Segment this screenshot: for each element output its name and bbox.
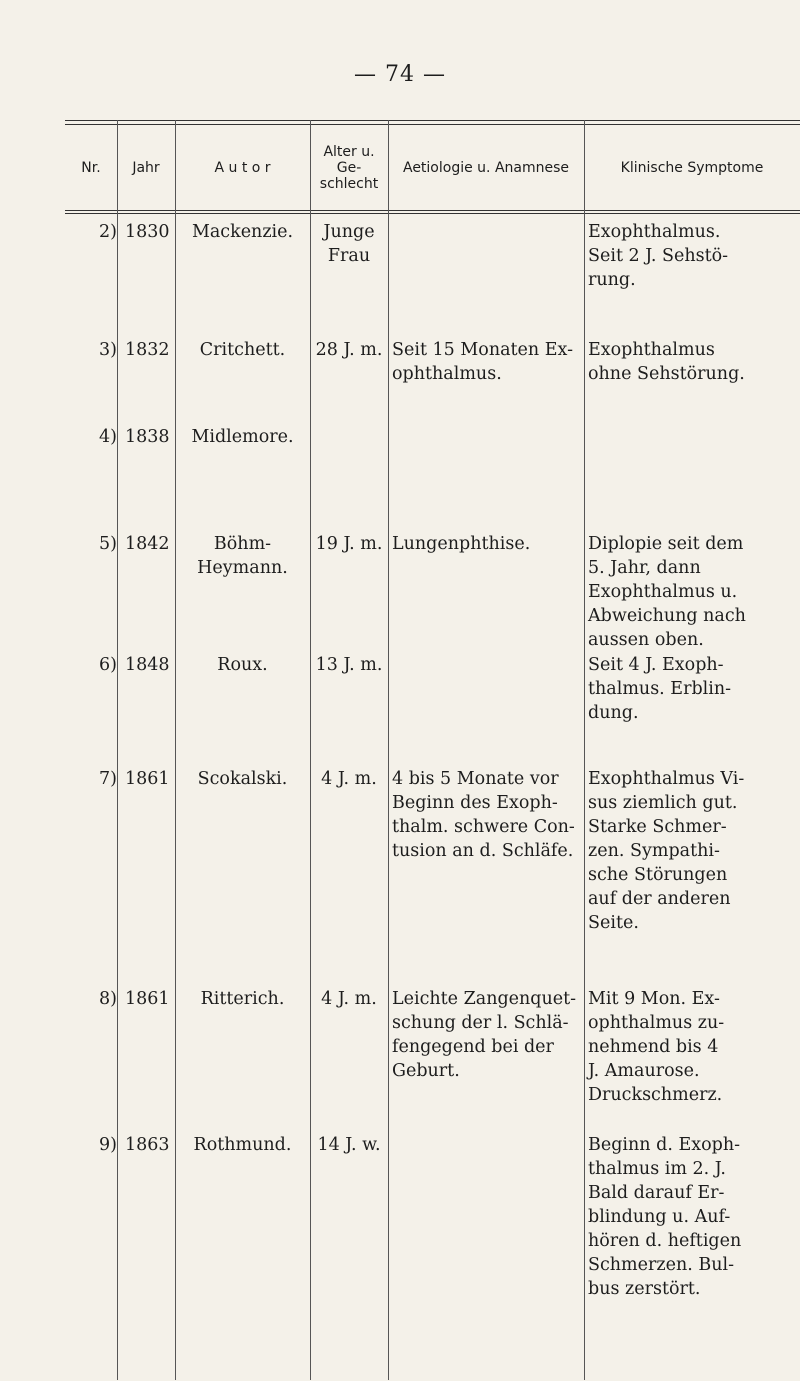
cell-nr: 2): [99, 222, 117, 242]
cell-jahr: 1861: [125, 989, 170, 1009]
cell-alter: 28 J. m.: [315, 340, 383, 360]
cell-jahr: 1832: [125, 340, 170, 360]
cell-alter: 4 J. m.: [321, 989, 377, 1009]
cell-nr: 4): [99, 427, 117, 447]
cell-nr: 8): [99, 989, 117, 1009]
header-nr: Nr.: [81, 160, 101, 176]
cell-alter: 13 J. m.: [315, 655, 383, 675]
cell-autor: Critchett.: [199, 340, 286, 360]
header-alter: Alter u. Ge- schlecht: [319, 144, 379, 192]
cell-autor: Midlemore.: [191, 427, 294, 447]
cell-autor: Rothmund.: [193, 1135, 292, 1155]
header-aetiologie: Aetiologie u. Anamnese: [402, 160, 570, 176]
column-divider: [388, 120, 389, 1380]
cell-jahr: 1842: [125, 534, 170, 554]
column-divider: [584, 120, 585, 1380]
cell-autor: Scokalski.: [197, 769, 288, 789]
cell-autor: Ritterich.: [200, 989, 285, 1009]
cell-jahr: 1861: [125, 769, 170, 789]
cell-alter: Junge Frau: [323, 222, 375, 266]
cell-symptome: Exophthalmus ohne Sehstörung.: [588, 340, 745, 384]
cell-symptome: Seit 4 J. Exoph- thalmus. Erblin- dung.: [588, 655, 732, 723]
cell-autor: Mackenzie.: [191, 222, 294, 242]
data-table: [65, 120, 800, 1380]
column-divider: [175, 120, 176, 1380]
cell-jahr: 1848: [125, 655, 170, 675]
cell-alter: 14 J. w.: [317, 1135, 381, 1155]
cell-nr: 3): [99, 340, 117, 360]
page-number: — 74 —: [354, 62, 446, 87]
column-divider: [310, 120, 311, 1380]
cell-symptome: Beginn d. Exoph- thalmus im 2. J. Bald darauf Er- blindung u. Auf- hören d. heftigen Schmerzen. Bul- bus zerstört.: [588, 1135, 742, 1299]
header-jahr: Jahr: [132, 160, 160, 176]
cell-aetiologie: 4 bis 5 Monate vor Beginn des Exoph- thalm. schwere Con- tusion an d. Schläfe.: [392, 769, 575, 861]
cell-alter: 4 J. m.: [321, 769, 377, 789]
header-autor: A u t o r: [214, 160, 271, 176]
cell-symptome: Diplopie seit dem 5. Jahr, dann Exophthalmus u. Abweichung nach aussen oben.: [588, 534, 746, 650]
cell-alter: 19 J. m.: [315, 534, 383, 554]
cell-symptome: Exophthalmus Vi- sus ziemlich gut. Starke Schmer- zen. Sympathi- sche Störungen auf der anderen Seite.: [588, 769, 745, 933]
cell-autor: Roux.: [217, 655, 268, 675]
cell-nr: 7): [99, 769, 117, 789]
cell-jahr: 1838: [125, 427, 170, 447]
cell-jahr: 1863: [125, 1135, 170, 1155]
cell-autor: Böhm- Heymann.: [197, 534, 288, 578]
cell-nr: 9): [99, 1135, 117, 1155]
column-divider: [117, 120, 118, 1380]
cell-symptome: Exophthalmus. Seit 2 J. Sehstö- rung.: [588, 222, 729, 290]
cell-symptome: Mit 9 Mon. Ex- ophthalmus zu- nehmend bis 4 J. Amaurose. Druckschmerz.: [588, 989, 725, 1105]
cell-jahr: 1830: [125, 222, 170, 242]
cell-aetiologie: Lungenphthise.: [392, 534, 531, 554]
cell-aetiologie: Leichte Zangenquet- schung der l. Schlä- fengegend bei der Geburt.: [392, 989, 577, 1081]
cell-aetiologie: Seit 15 Monaten Ex- ophthalmus.: [392, 340, 573, 384]
cell-nr: 6): [99, 655, 117, 675]
cell-nr: 5): [99, 534, 117, 554]
header-symptome: Klinische Symptome: [620, 160, 764, 176]
